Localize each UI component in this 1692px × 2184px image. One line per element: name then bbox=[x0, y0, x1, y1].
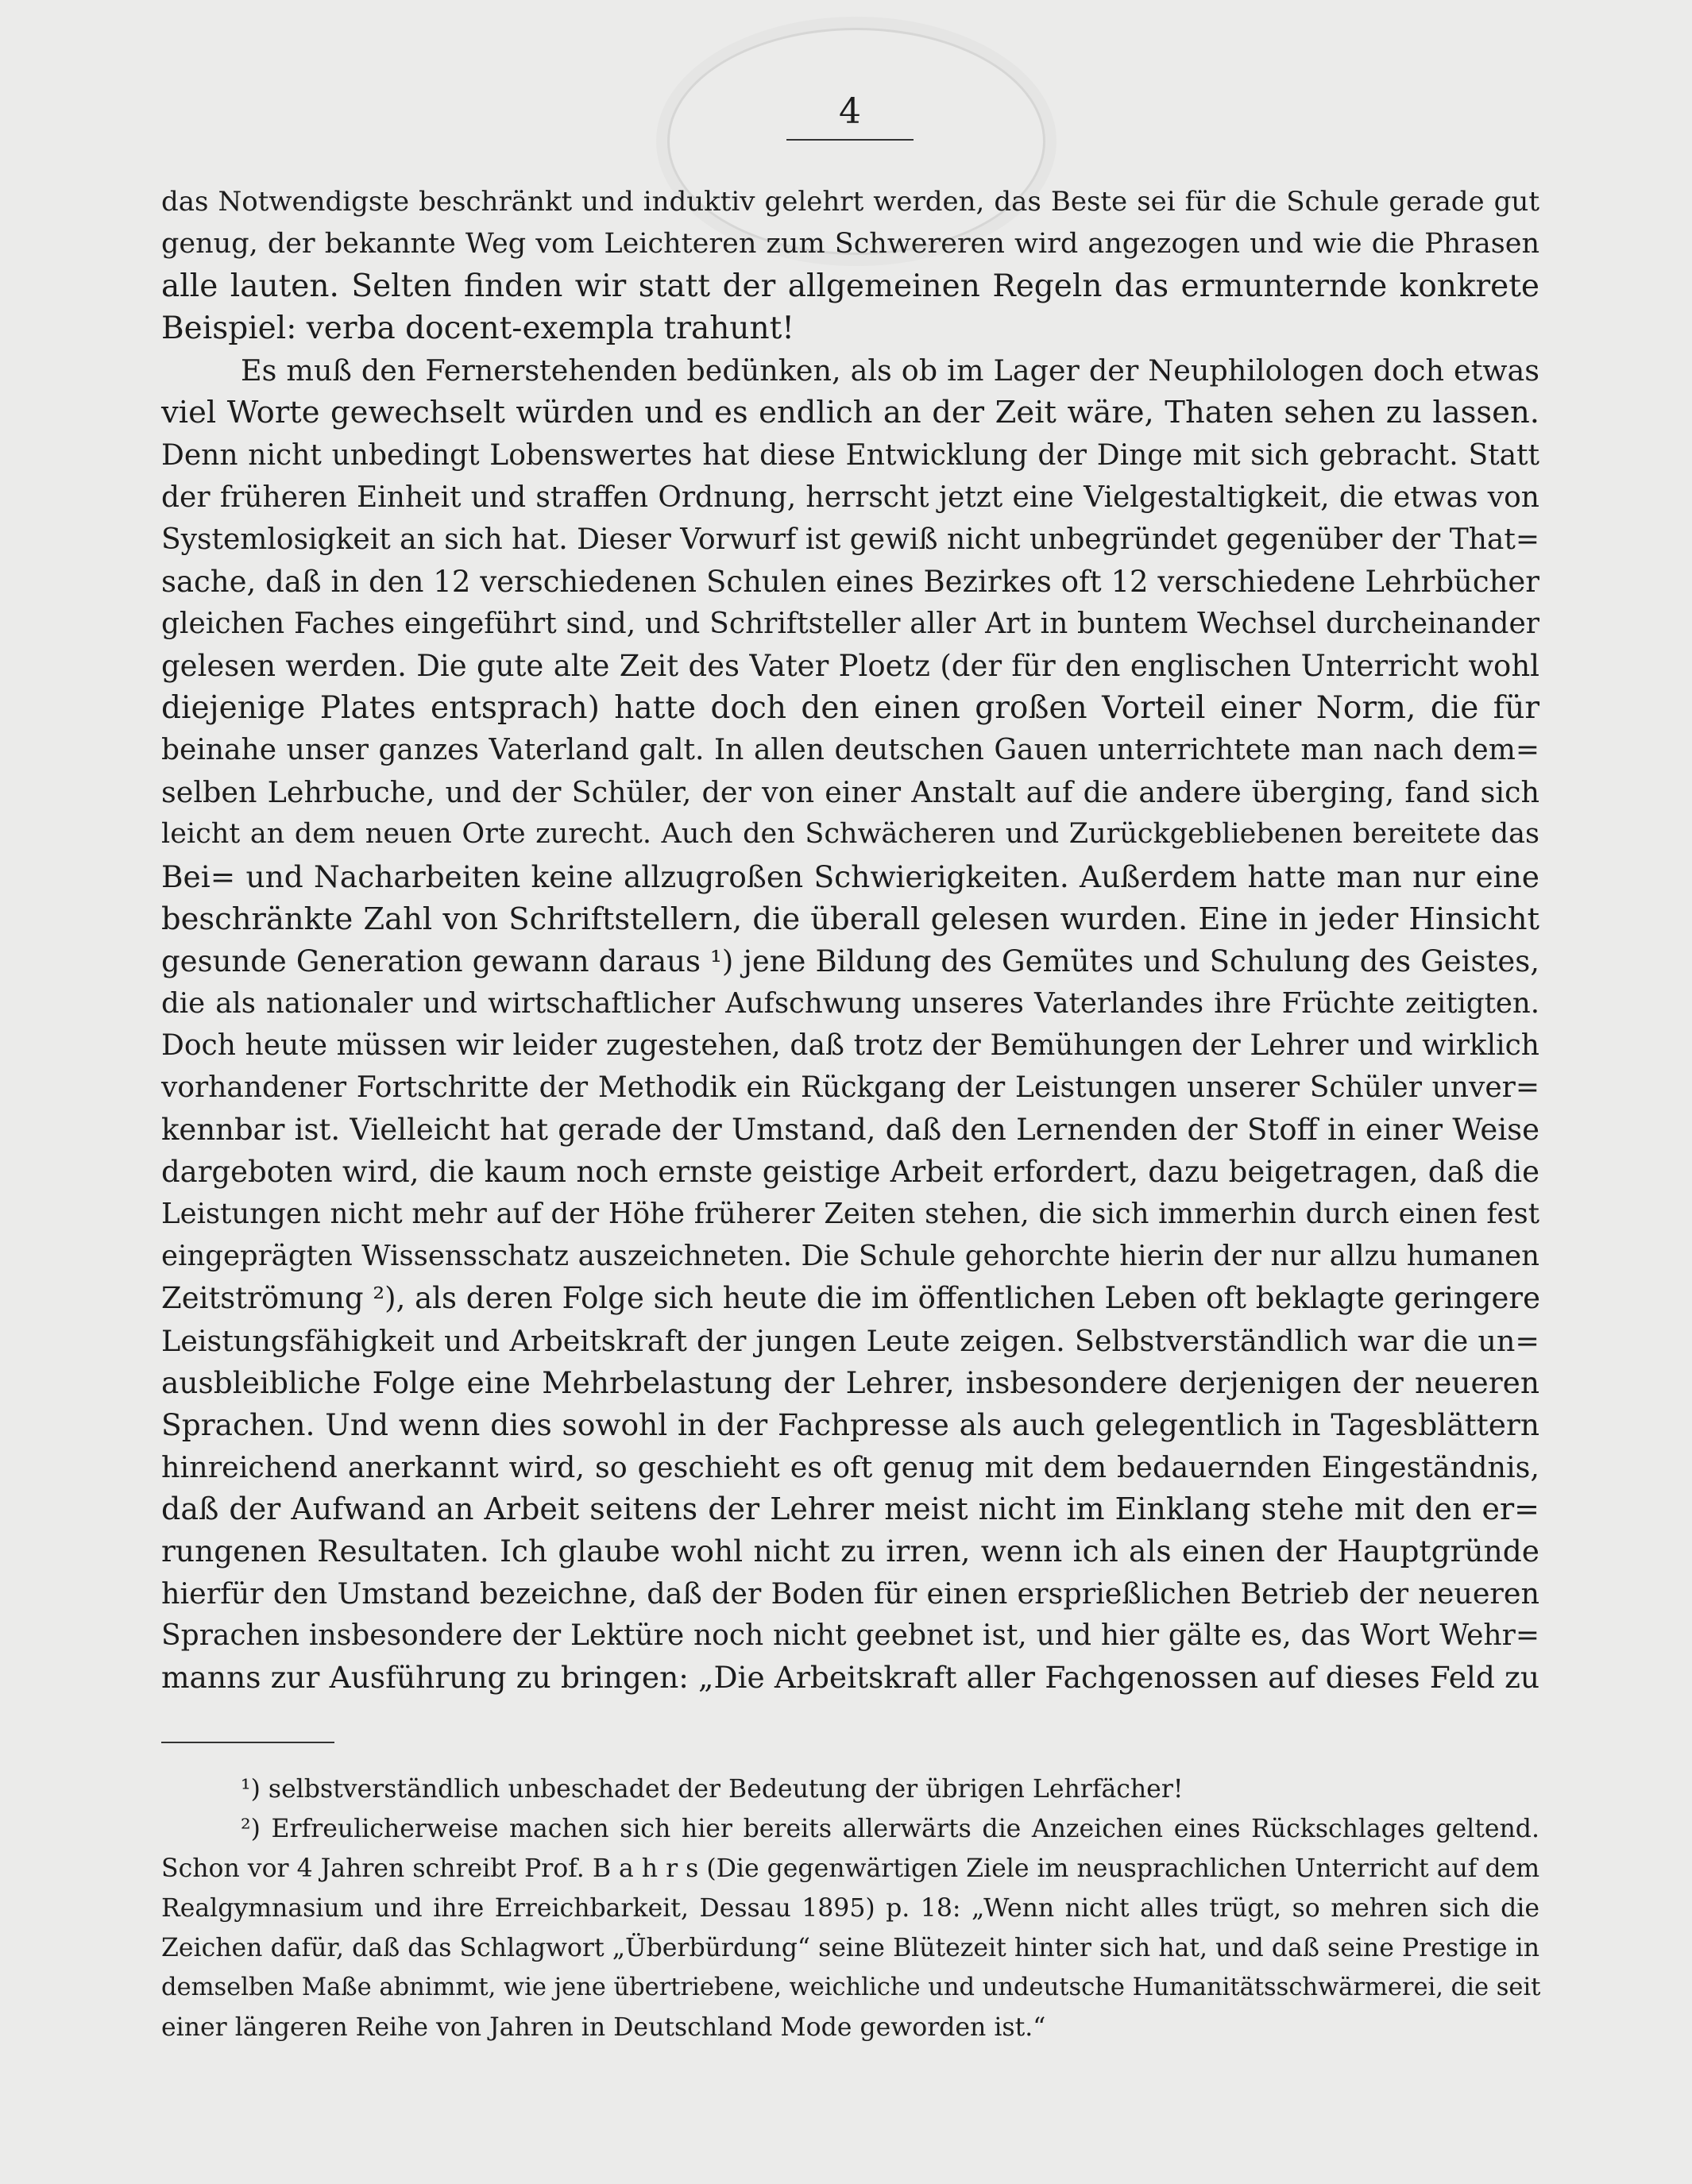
page-number-rule bbox=[786, 139, 914, 141]
footnote-line: Realgymnasium und ihre Erreichbarkeit, Dessau 1895) p. 18: „Wenn nicht alles trügt, so mehren sich die bbox=[161, 1894, 1539, 1923]
text-line: Sprachen. Und wenn dies sowohl in der Fachpresse als auch gelegentlich in Tagesblättern bbox=[161, 1406, 1539, 1442]
text-line: Leistungsfähigkeit und Arbeitskraft der jungen Leute zeigen. Selbstverständlich war die un= bbox=[161, 1323, 1539, 1358]
footnote-line: ¹) selbstverständlich unbeschadet der Bedeutung der übrigen Lehrfächer! bbox=[241, 1775, 1184, 1804]
footnotes bbox=[161, 1769, 1539, 2047]
text-line: beschränkte Zahl von Schriftstellern, die überall gelesen wurden. Eine in jeder Hinsicht bbox=[161, 901, 1539, 937]
footnote-line: Schon vor 4 Jahren schreibt Prof. B a h r s (Die gegenwärtigen Ziele im neusprachlichen Unterricht auf dem bbox=[161, 1854, 1540, 1883]
text-line: hierfür den Umstand bezeichne, daß der Boden für einen ersprießlichen Betrieb der neueren bbox=[161, 1576, 1539, 1611]
text-line: gelesen werden. Die gute alte Zeit des Vater Ploetz (der für den englischen Unterricht wohl bbox=[161, 649, 1539, 684]
text-line: manns zur Ausführung zu bringen: „Die Arbeitskraft aller Fachgenossen auf dieses Feld zu bbox=[161, 1660, 1539, 1696]
text-line: die als nationaler und wirtschaftlicher Aufschwung unseres Vaterlandes ihre Früchte zeitigten. bbox=[161, 986, 1539, 1020]
text-line: viel Worte gewechselt würden und es endlich an der Zeit wäre, Thaten sehen zu lassen. bbox=[161, 395, 1539, 431]
text-line: alle lauten. Selten finden wir statt der allgemeinen Regeln das ermunternde konkrete bbox=[161, 268, 1539, 305]
text-line: leicht an dem neuen Orte zurecht. Auch den Schwächeren und Zurückgebliebenen bereitete das bbox=[161, 818, 1539, 851]
text-line: ausbleibliche Folge eine Mehrbelastung der Lehrer, insbesondere derjenigen der neueren bbox=[161, 1364, 1539, 1400]
text-line: gesunde Generation gewann daraus ¹) jene Bildung des Gemütes und Schulung des Geistes, bbox=[161, 943, 1539, 978]
footnote-line: demselben Maße abnimmt, wie jene übertriebene, weichliche und undeutsche Humanitätsschwärmerei, die seit bbox=[161, 1974, 1541, 2001]
text-line: Leistungen nicht mehr auf der Höhe früherer Zeiten stehen, die sich immerhin durch einen fest bbox=[161, 1198, 1539, 1231]
text-line: der früheren Einheit und straffen Ordnung, herrscht jetzt eine Vielgestaltigkeit, die etwas von bbox=[161, 480, 1539, 514]
text-line: dargeboten wird, die kaum noch ernste geistige Arbeit erfordert, dazu beigetragen, daß die bbox=[161, 1155, 1539, 1190]
text-line: das Notwendigste beschränkt und induktiv gelehrt werden, das Beste sei für die Schule gerade gut bbox=[161, 186, 1539, 218]
text-line: genug, der bekannte Weg vom Leichteren zum Schwereren wird angezogen und wie die Phrasen bbox=[161, 228, 1539, 260]
text-line: kennbar ist. Vielleicht hat gerade der Umstand, daß den Lernenden der Stoff in einer Weise bbox=[161, 1113, 1539, 1148]
footnote-line: Zeichen dafür, daß das Schlagwort „Überbürdung“ seine Blütezeit hinter sich hat, und daß seine Prestige in bbox=[161, 1934, 1539, 1962]
footnote-line: ²) Erfreulicherweise machen sich hier bereits allerwärts die Anzeichen eines Rückschlages geltend. bbox=[241, 1815, 1539, 1843]
text-line: Bei= und Nacharbeiten keine allzugroßen Schwierigkeiten. Außerdem hatte man nur eine bbox=[161, 859, 1539, 894]
text-line: Es muß den Fernerstehenden bedünken, als ob im Lager der Neuphilologen doch etwas bbox=[241, 353, 1539, 388]
text-line: beinahe unser ganzes Vaterland galt. In allen deutschen Gauen unterrichtete man nach dem= bbox=[161, 734, 1539, 767]
footnote-line: einer längeren Reihe von Jahren in Deutschland Mode geworden ist.“ bbox=[161, 2013, 1046, 2042]
page-number: 4 bbox=[839, 91, 861, 132]
text-line: Sprachen insbesondere der Lektüre noch nicht geebnet ist, und hier gälte es, das Wort Wehr= bbox=[161, 1619, 1539, 1653]
text-line: Denn nicht unbedingt Lobenswertes hat diese Entwicklung der Dinge mit sich gebracht. Statt bbox=[161, 438, 1539, 472]
body-text bbox=[161, 181, 1539, 1699]
text-line: diejenige Plates entsprach) hatte doch den einen großen Vorteil einer Norm, die für bbox=[161, 690, 1539, 727]
text-line: eingeprägten Wissensschatz auszeichneten. Die Schule gehorchte hierin der nur allzu humanen bbox=[161, 1240, 1539, 1273]
text-line: gleichen Faches eingeführt sind, und Schriftsteller aller Art in buntem Wechsel durcheinander bbox=[161, 607, 1539, 640]
text-line: vorhandener Fortschritte der Methodik ein Rückgang der Leistungen unserer Schüler unver= bbox=[161, 1071, 1539, 1104]
text-line: daß der Aufwand an Arbeit seitens der Lehrer meist nicht im Einklang stehe mit den er= bbox=[161, 1491, 1539, 1526]
text-line: Systemlosigkeit an sich hat. Dieser Vorwurf ist gewiß nicht unbegründet gegenüber der That= bbox=[161, 523, 1539, 556]
text-line: hinreichend anerkannt wird, so geschieht es oft genug mit dem bedauernden Eingeständnis, bbox=[161, 1449, 1539, 1484]
text-line: Doch heute müssen wir leider zugestehen, daß trotz der Bemühungen der Lehrer und wirklich bbox=[161, 1028, 1539, 1062]
text-line: Zeitströmung ²), als deren Folge sich heute die im öffentlichen Leben oft beklagte geringere bbox=[161, 1281, 1540, 1316]
footnote-rule bbox=[161, 1742, 334, 1743]
text-line: rungenen Resultaten. Ich glaube wohl nicht zu irren, wenn ich als einen der Hauptgründe bbox=[161, 1534, 1539, 1569]
text-line: Beispiel: verba docent-exempla trahunt! bbox=[161, 311, 794, 347]
text-line: selben Lehrbuche, und der Schüler, der von einer Anstalt auf die andere überging, fand sich bbox=[161, 775, 1539, 810]
text-line: sache, daß in den 12 verschiedenen Schulen eines Bezirkes oft 12 verschiedene Lehrbücher bbox=[161, 564, 1539, 599]
